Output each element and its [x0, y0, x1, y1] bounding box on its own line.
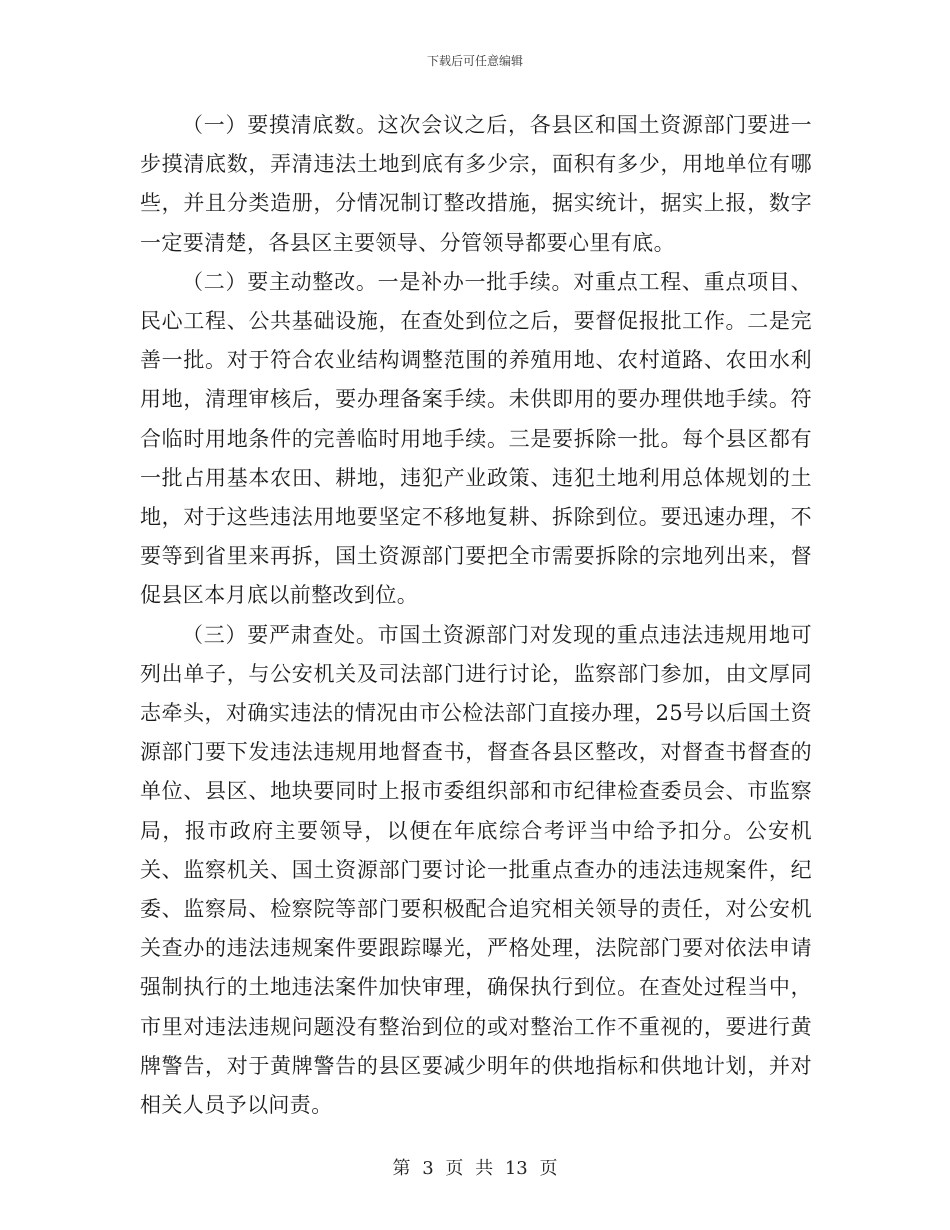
- page-number: 第 3 页 共 13 页: [392, 1158, 558, 1179]
- document-body: [140, 106, 812, 1125]
- paragraph-investigation: （三）要严肃查处。市国土资源部门对发现的重点违法违规用地可列出单子，与公安机关及司法部门进行讨论，监察部门参加，由文厚同志牵头，对确实违法的情况由市公检法部门直接办理，25号以后国土资源部门要下发违法违规用地督查书，督查各县区整改，对督查书督查的单位、县区、地块要同时上报市委组织部和市纪律检查委员会、市监察局，报市政府主要领导，以便在年底综合考评当中给予扣分。公安机关、监察机关、国土资源部门要讨论一批重点查办的违法违规案件，纪委、监察局、检察院等部门要积极配合追究相关领导的责任，对公安机关查办的违法违规案件要跟踪曝光，严格处理，法院部门要对依法申请强制执行的土地违法案件加快审理，确保执行到位。在查处过程当中，市里对违法违规问题没有整治到位的或对整治工作不重视的，要进行黄牌警告，对于黄牌警告的县区要减少明年的供地指标和供地计划，并对相关人员予以问责。: [140, 622, 812, 1118]
- paragraph-rectification: （二）要主动整改。一是补办一批手续。对重点工程、重点项目、民心工程、公共基础设施，在查处到位之后，要督促报批工作。二是完善一批。对于符合农业结构调整范围的养殖用地、农村道路、农田水利用地，清理审核后，要办理备案手续。未供即用的要办理供地手续。符合临时用地条件的完善临时用地手续。三是要拆除一批。每个县区都有一批占用基本农田、耕地，违犯产业政策、违犯土地利用总体规划的土地，对于这些违法用地要坚定不移地复耕、拆除到位。要迅速办理，不要等到省里来再拆，国土资源部门要把全市需要拆除的宗地列出来，督促县区本月底以前整改到位。: [140, 269, 812, 608]
- page-header-note: 下载后可任意编辑: [426, 54, 523, 68]
- paragraph-survey: （一）要摸清底数。这次会议之后，各县区和国土资源部门要进一步摸清底数，弄清违法土地到底有多少宗，面积有多少，用地单位有哪些，并且分类造册，分情况制订整改措施，据实统计，据实上报，数字一定要清楚，各县区主要领导、分管领导都要心里有底。: [140, 113, 812, 255]
